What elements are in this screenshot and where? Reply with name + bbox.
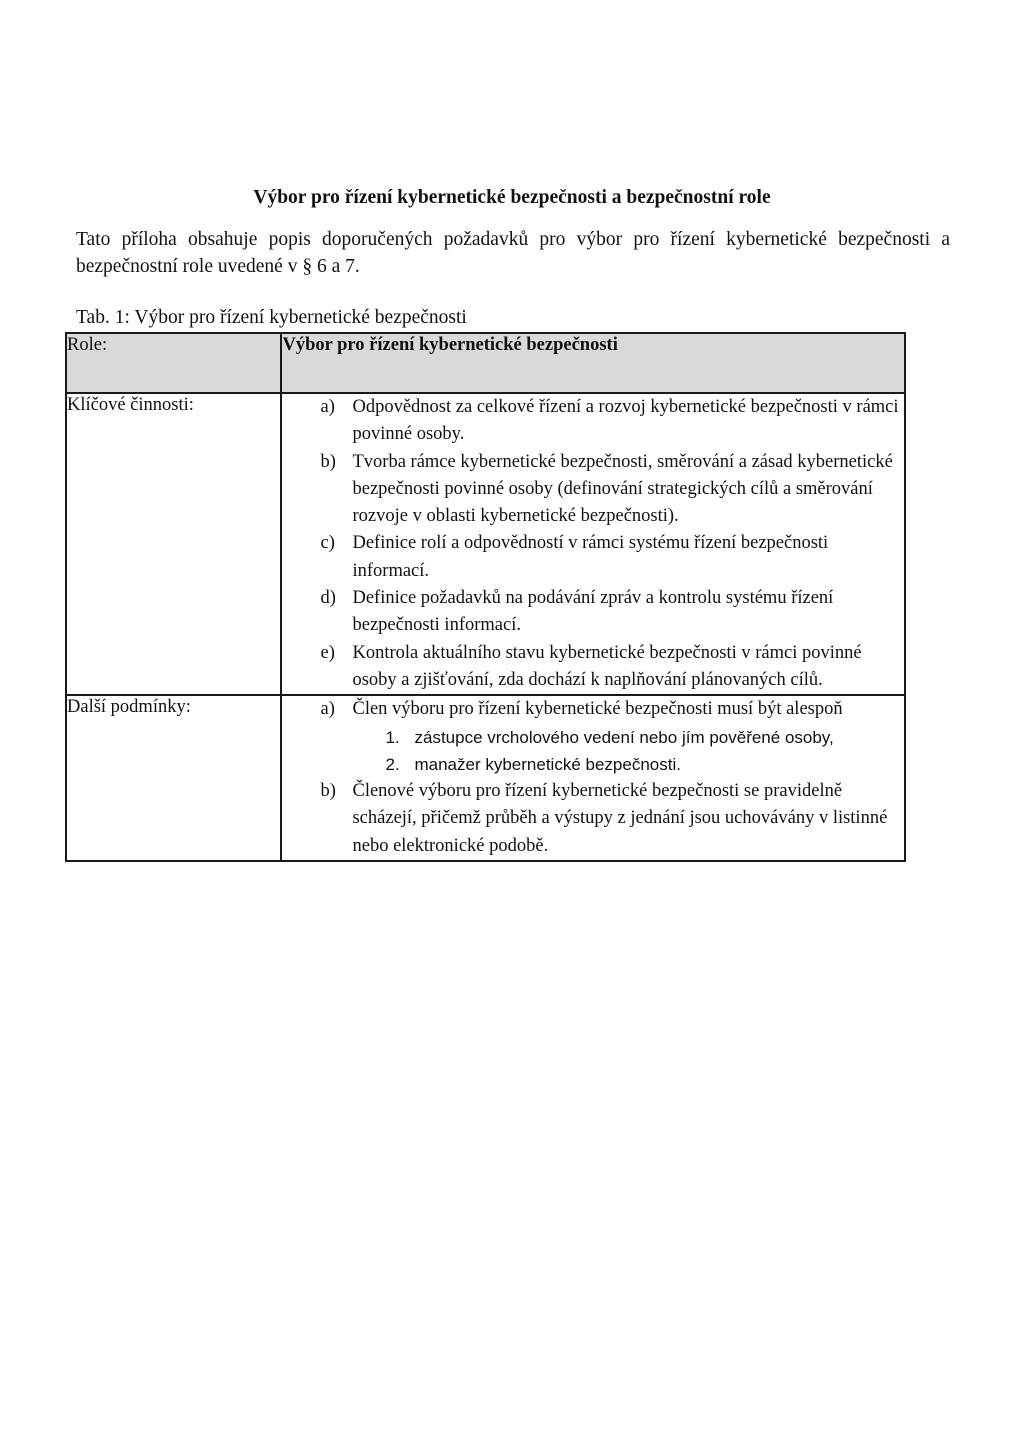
list-marker: d) xyxy=(320,588,336,609)
other-conditions-cell xyxy=(281,695,905,861)
list-item xyxy=(282,394,904,449)
list-item-text: Tvorba rámce kybernetické bezpečnosti, směrování a zásad kybernetické bezpečnosti povinné osoby (definování strategických cílů a směrování rozvoje v oblasti kybernetické bezpečnosti). xyxy=(352,451,893,527)
list-item-text: Kontrola aktuálního stavu kybernetické bezpečnosti v rámci povinné osoby a zjišťování, zda dochází k naplňování plánovaných cílů. xyxy=(352,642,862,690)
list-item xyxy=(282,530,904,585)
sublist-marker: 2. xyxy=(385,754,400,774)
sublist-item-text: manažer kybernetické bezpečnosti. xyxy=(414,754,681,774)
role-table xyxy=(65,332,906,862)
other-conditions-list xyxy=(282,696,904,860)
list-item xyxy=(282,449,904,531)
list-item xyxy=(282,696,904,778)
table-header-row xyxy=(66,333,905,393)
document-title: Výbor pro řízení kybernetické bezpečnosti a bezpečnostní role xyxy=(253,187,771,208)
list-item xyxy=(282,778,904,860)
key-activities-row xyxy=(66,393,905,695)
list-item-text: Odpovědnost za celkové řízení a rozvoj kybernetické bezpečnosti v rámci povinné osoby. xyxy=(352,397,899,445)
role-name-cell: Výbor pro řízení kybernetické bezpečnosti xyxy=(281,333,905,393)
intro-paragraph: Tato příloha obsahuje popis doporučených požadavků pro výbor pro řízení kybernetické bezpečnosti a bezpečnostní role uvedené v § 6 a 7. xyxy=(76,229,950,277)
list-item-text: Definice požadavků na podávání zpráv a kontrolu systému řízení bezpečnosti informací. xyxy=(352,588,834,636)
sublist-item xyxy=(352,724,904,751)
sublist-item-text: zástupce vrcholového vedení nebo jím pověřené osoby, xyxy=(414,727,834,747)
role-label-cell: Role: xyxy=(66,333,281,393)
key-activities-label: Klíčové činnosti: xyxy=(66,393,281,695)
list-marker: c) xyxy=(320,533,335,554)
table-caption: Tab. 1: Výbor pro řízení kybernetické bezpečnosti xyxy=(76,307,467,328)
other-conditions-label: Další podmínky: xyxy=(66,695,281,861)
sublist-marker: 1. xyxy=(385,727,400,747)
list-item xyxy=(282,585,904,640)
key-activities-list xyxy=(282,394,904,694)
list-marker: a) xyxy=(320,397,335,417)
list-item-text: Definice rolí a odpovědností v rámci systému řízení bezpečnosti informací. xyxy=(352,533,829,581)
sublist-item xyxy=(352,751,904,778)
list-marker: b) xyxy=(320,451,336,472)
list-item-text: Členové výboru pro řízení kybernetické bezpečnosti se pravidelně scházejí, přičemž průběh a výstupy z jednání jsou uchovávány v listinné nebo elektronické podobě. xyxy=(352,781,888,856)
other-conditions-row xyxy=(66,695,905,861)
list-marker: b) xyxy=(320,781,336,802)
key-activities-cell xyxy=(281,393,905,695)
list-marker: e) xyxy=(320,642,335,663)
list-marker: a) xyxy=(320,699,335,720)
list-item-text: Člen výboru pro řízení kybernetické bezpečnosti musí být alespoň xyxy=(352,699,843,720)
list-item xyxy=(282,640,904,695)
member-sublist xyxy=(352,724,904,779)
